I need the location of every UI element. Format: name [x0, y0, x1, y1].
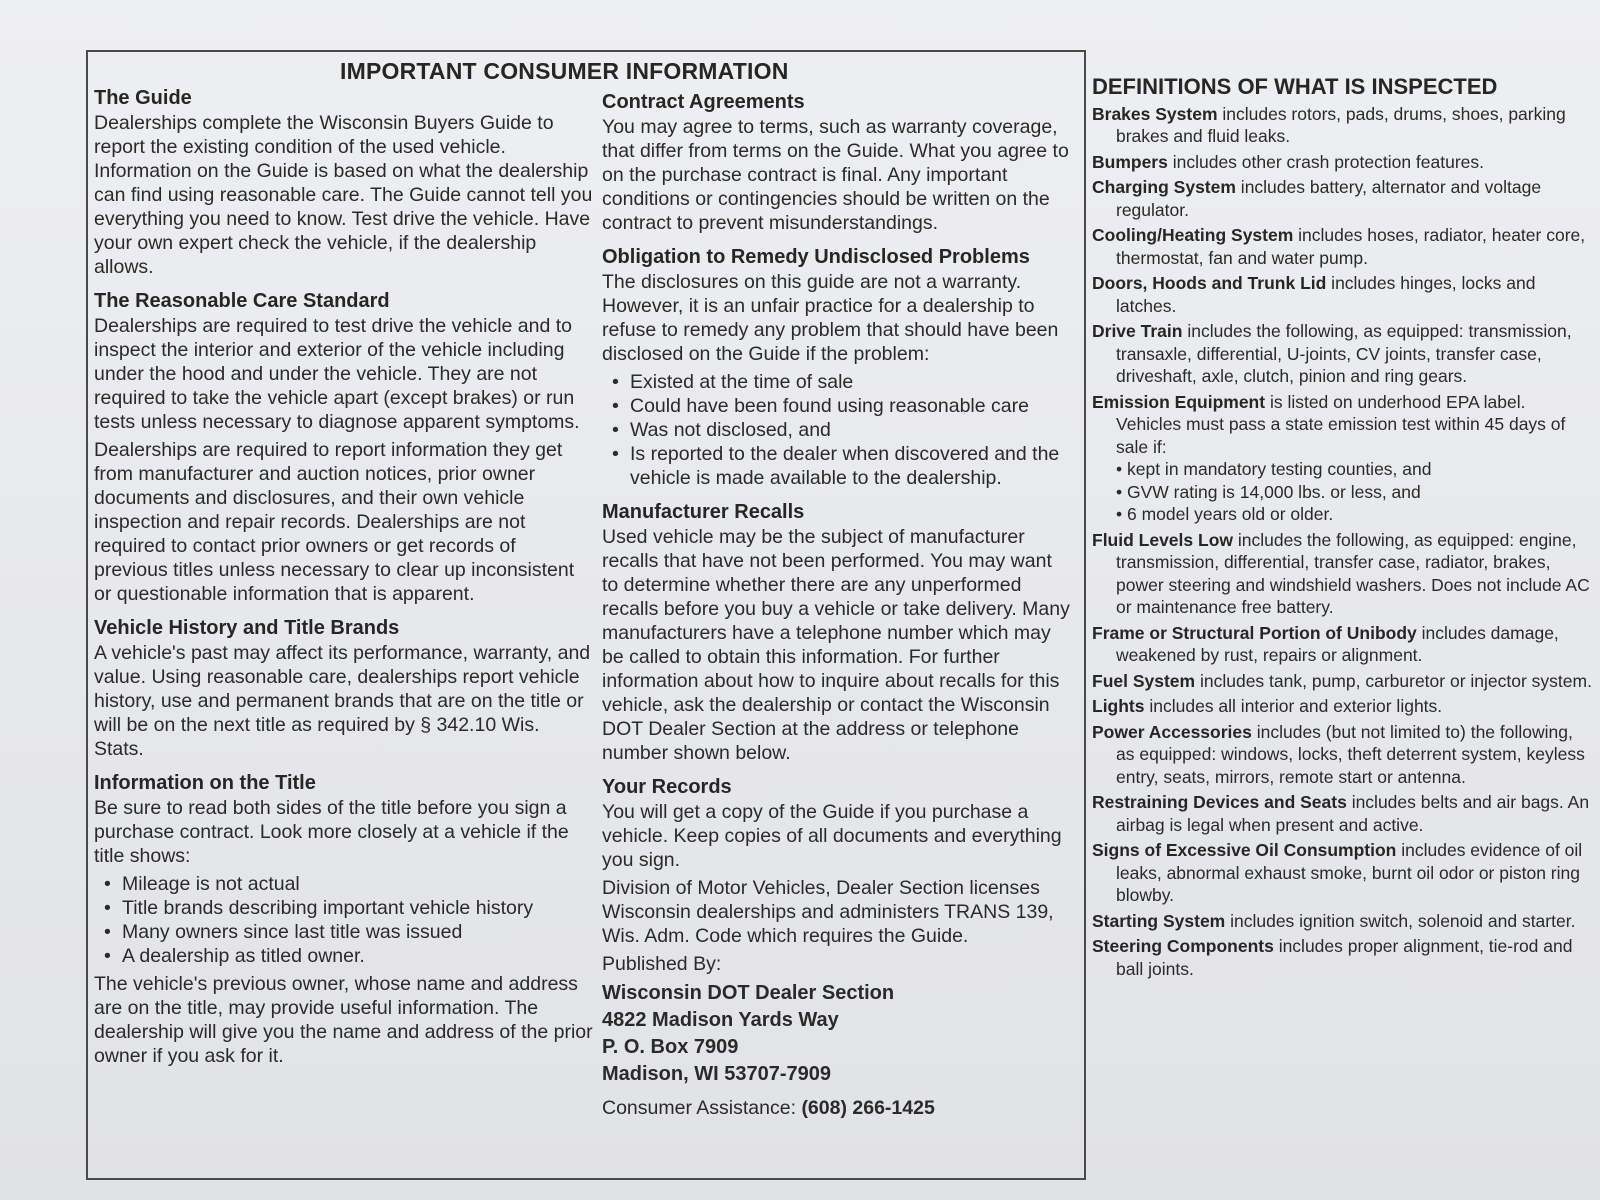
definition-item	[1092, 176, 1592, 221]
publisher-address: 4822 Madison Yards Way	[602, 1009, 839, 1031]
definition-item	[1092, 721, 1592, 789]
assist-label: Consumer Assistance:	[602, 1097, 797, 1119]
definition-text: includes other crash protection features.	[1167, 151, 1485, 172]
section-vehicle-history	[94, 616, 594, 761]
definition-text: includes hoses, radiator, heater core, thermostat, fan and water pump.	[1116, 225, 1586, 268]
definition-text: is listed on underhood EPA label. Vehicles must pass a state emission test within 45 days of sale if:	[1116, 391, 1566, 457]
section-text: Dealerships are required to report information they get from manufacturer and auction notices, prior owner documents and disclosures, and their own vehicle inspection and repair records. Dealerships are not required to contact prior owners or get records of previous titles unless necessary to clear up inconsistent or questionable information that is apparent.	[94, 439, 575, 605]
section-text: A vehicle's past may affect its performance, warranty, and value. Using reasonable care, dealerships report vehicle history, use and permanent brands that are on the title or will be on the next title as required by § 342.10 Wis. Stats.	[94, 642, 591, 760]
definition-text: includes hinges, locks and latches.	[1116, 273, 1536, 316]
column-left	[94, 86, 594, 1078]
definition-text: includes belts and air bags. An airbag is legal when present and active.	[1116, 792, 1590, 835]
published-by-label: Published By:	[602, 953, 722, 975]
definition-term: Steering Components	[1092, 936, 1274, 956]
section-heading: Vehicle History and Title Brands	[94, 617, 400, 639]
list-item: • Many owners since last title was issued	[104, 920, 594, 944]
definition-item	[1092, 391, 1592, 526]
definition-term: Charging System	[1092, 177, 1236, 197]
definition-term: Bumpers	[1092, 151, 1168, 172]
definition-text: includes tank, pump, carburetor or injector system.	[1195, 670, 1592, 691]
definition-item	[1092, 791, 1592, 836]
section-text: You may agree to terms, such as warranty coverage, that differ from terms on the Guide. What you agree to on the purchase contract is final. Any important conditions or contingencies should be written on the contract to prevent misunderstandings.	[602, 116, 1069, 234]
section-heading: Your Records	[602, 776, 732, 798]
section-heading: Obligation to Remedy Undisclosed Problems	[602, 246, 1030, 268]
definition-text: includes evidence of oil leaks, abnormal exhaust smoke, burnt oil odor or piston ring blowby.	[1116, 840, 1583, 905]
definition-text: includes damage, weakened by rust, repairs or alignment.	[1116, 622, 1559, 665]
consumer-assistance	[602, 1096, 1072, 1120]
section-recalls	[602, 500, 1072, 765]
definition-term: Fluid Levels Low	[1092, 529, 1233, 550]
section-guide	[94, 86, 594, 279]
definition-item	[1092, 670, 1592, 693]
definition-item	[1092, 935, 1592, 980]
section-heading: Contract Agreements	[602, 91, 805, 113]
definition-term: Frame or Structural Portion of Unibody	[1092, 622, 1417, 643]
section-heading: The Guide	[94, 87, 192, 109]
section-text: Dealerships are required to test drive the vehicle and to inspect the interior and exterior of the vehicle including under the hood and under the vehicle. They are not required to take the vehicle apart (except brakes) or run tests unless necessary to diagnose apparent symptoms.	[94, 315, 580, 433]
definition-term: Brakes System	[1092, 103, 1218, 124]
list-item: • Title brands describing important vehicle history	[104, 896, 594, 920]
section-heading: Information on the Title	[94, 772, 316, 794]
definition-term: Doors, Hoods and Trunk Lid	[1092, 273, 1327, 293]
definition-item	[1092, 622, 1592, 667]
remedy-bullet-list	[602, 370, 1072, 490]
section-heading: Manufacturer Recalls	[602, 501, 805, 523]
definition-text: includes the following, as equipped: engine, transmission, differential, transfer case, radiator, brakes, power steering and windshield washers. Does not include AC or maintenance free battery.	[1116, 529, 1590, 617]
list-item: • Could have been found using reasonable care	[612, 394, 1072, 418]
definition-text: includes the following, as equipped: transmission, transaxle, differential, U-joints, CV joints, transfer case, driveshaft, axle, clutch, pinion and ring gears.	[1116, 321, 1572, 386]
list-item: • Existed at the time of sale	[612, 370, 1072, 394]
definition-text: includes (but not limited to) the following, as equipped: windows, locks, theft deterrent system, keyless entry, seats, mirrors, remote start or antenna.	[1116, 721, 1585, 787]
page-title: IMPORTANT CONSUMER INFORMATION	[340, 58, 789, 84]
definition-text: includes ignition switch, solenoid and starter.	[1225, 910, 1576, 931]
definition-term: Starting System	[1092, 910, 1226, 931]
definition-item	[1092, 839, 1592, 907]
definition-text: includes all interior and exterior lights.	[1144, 696, 1443, 716]
section-text: Division of Motor Vehicles, Dealer Section licenses Wisconsin dealerships and administers TRANS 139, Wis. Adm. Code which requires the Guide.	[602, 877, 1054, 947]
list-item: • Was not disclosed, and	[612, 418, 1072, 442]
definition-term: Emission Equipment	[1092, 391, 1266, 412]
column-middle	[602, 90, 1072, 1130]
definition-term: Signs of Excessive Oil Consumption	[1092, 840, 1397, 860]
section-contract	[602, 90, 1072, 235]
section-text: You will get a copy of the Guide if you purchase a vehicle. Keep copies of all documents and everything you sign.	[602, 801, 1062, 871]
definition-term: Cooling/Heating System	[1092, 225, 1294, 245]
definition-term: Drive Train	[1092, 321, 1183, 341]
section-remedy	[602, 245, 1072, 490]
definition-item	[1092, 103, 1592, 148]
definition-term: Lights	[1092, 696, 1145, 716]
definition-text: includes rotors, pads, drums, shoes, parking brakes and fluid leaks.	[1116, 103, 1566, 146]
section-text: The vehicle's previous owner, whose name and address are on the title, may provide useful information. The dealership will give you the name and address of the prior owner if you ask for it.	[94, 973, 593, 1067]
section-records	[602, 775, 1072, 1120]
definition-text: includes battery, alternator and voltage regulator.	[1116, 177, 1542, 220]
section-text: Dealerships complete the Wisconsin Buyers Guide to report the existing condition of the used vehicle. Information on the Guide is based on what the dealership can find using reasonable care. The Guide cannot tell you everything you need to know. Test drive the vehicle. Have your own expert check the vehicle, if the dealership allows.	[94, 112, 593, 278]
section-reasonable-care	[94, 289, 594, 606]
definition-item	[1092, 272, 1592, 317]
definition-term: Fuel System	[1092, 670, 1196, 691]
column-right	[1092, 76, 1592, 983]
list-item: • A dealership as titled owner.	[104, 944, 594, 968]
emission-bullet: • GVW rating is 14,000 lbs. or less, and	[1116, 481, 1421, 502]
definition-item	[1092, 224, 1592, 269]
title-bullet-list	[94, 872, 594, 968]
definition-text: includes proper alignment, tie-rod and ball joints.	[1116, 936, 1573, 979]
emission-bullet: • kept in mandatory testing counties, and	[1116, 459, 1432, 479]
assist-phone: (608) 266-1425	[801, 1097, 935, 1119]
section-title-info	[94, 771, 594, 1068]
list-item: • Is reported to the dealer when discovered and the vehicle is made available to the dealership.	[612, 442, 1072, 490]
section-text: Be sure to read both sides of the title before you sign a purchase contract. Look more closely at a vehicle if the title shows:	[94, 797, 569, 867]
section-text: Used vehicle may be the subject of manufacturer recalls that have not been performed. You may want to determine whether there are any unperformed recalls before you buy a vehicle or take delivery. Many manufacturers have a telephone number which may be called to obtain this information. For further information about how to inquire about recalls for this vehicle, ask the dealership or contact the Wisconsin DOT Dealer Section at the address or telephone number shown below.	[602, 526, 1070, 764]
definition-term: Power Accessories	[1092, 721, 1252, 742]
definition-item	[1092, 695, 1592, 718]
list-item: • Mileage is not actual	[104, 872, 594, 896]
definitions-heading: DEFINITIONS OF WHAT IS INSPECTED	[1092, 74, 1498, 99]
publisher-city: Madison, WI 53707-7909	[602, 1063, 831, 1085]
publisher-po-box: P. O. Box 7909	[602, 1036, 739, 1058]
definition-term: Restraining Devices and Seats	[1092, 792, 1347, 812]
section-heading: The Reasonable Care Standard	[94, 290, 390, 312]
definition-item	[1092, 320, 1592, 388]
section-text: The disclosures on this guide are not a warranty. However, it is an unfair practice for a dealership to refuse to remedy any problem that should have been disclosed on the Guide if the problem:	[602, 271, 1059, 365]
publisher-name: Wisconsin DOT Dealer Section	[602, 982, 895, 1004]
definition-item	[1092, 529, 1592, 619]
definition-item	[1092, 910, 1592, 933]
emission-bullet: • 6 model years old or older.	[1116, 504, 1334, 524]
definition-item	[1092, 151, 1592, 174]
